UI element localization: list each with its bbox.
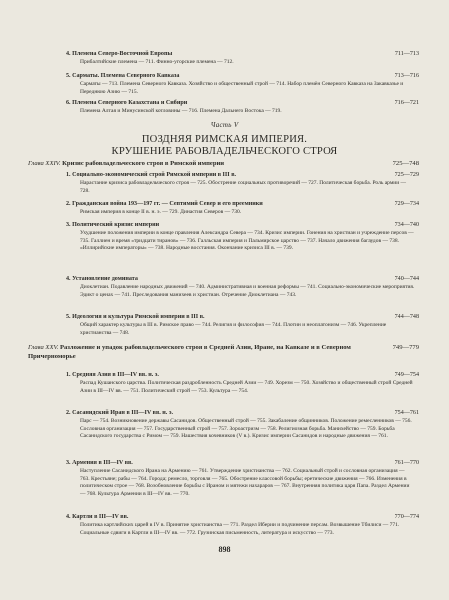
page-range: 749—779 — [392, 344, 419, 351]
section-summary: Ухудшение положения империи в конце правления Александра Севера — 734. Кризис империи. Гонения на христиан и учреждение персов — 735. Галлиен и время «тридцати тиранов» — 736. Галльская империя и Пальмирское царство — 737. Начало движения багаудов — 738. «Иллирийские императоры» — 738. Народные восстания. Окончание кризиса III в. — 739. — [80, 230, 414, 252]
chapter-label: Глава XXV. — [28, 344, 59, 351]
page-range: 716—721 — [394, 100, 419, 106]
section-title: 6. Племена Северного Казахстана и Сибири 716—721 — [66, 100, 419, 106]
section-summary: Племена Алтая и Минусинской котловины — 716. Племена Дальнего Востока — 719. — [80, 108, 282, 114]
page-number: 898 — [218, 545, 231, 554]
page-range: 711—713 — [394, 51, 419, 57]
section-summary: Общий характер культуры в III в. Римское право — 744. Религия и философия — 744. Плотин и неоплатонизм — 746. Укрепление христианства — 748. — [80, 322, 387, 336]
page-range: 754—761 — [394, 410, 419, 416]
section-title: 4. Племена Северо-Восточной Европы 711—713 — [66, 51, 419, 57]
page-range: 734—740 — [394, 222, 419, 228]
section-summary: Политика картлийских царей в IV в. Принятие христианства — 771. Раздел Иберии и подчинение персам. Возвышение Тбилиси — 771. Социальные сдвиги в Картли в III—IV вв. — 772. Грузинская письменность, литература и искусство — 773. — [80, 522, 400, 536]
section-summary: Распад Кушанского царства. Политическая раздробленность Средней Азии — 749. Хорезм — 750. Хозяйство и общественный строй Средней Азии в III—IV вв. — 751. Политический строй — 753. Культура — 754. — [80, 380, 413, 394]
section-title: 2. Сасанидский Иран в III—IV вв. н. э. 754—761 — [66, 410, 419, 416]
chapter-label: Глава XXIV. — [28, 160, 61, 167]
part-title-line: ПОЗДНЯЯ РИМСКАЯ ИМПЕРИЯ. — [141, 134, 308, 145]
page-range: 761—770 — [394, 460, 419, 466]
page-range: 725—729 — [394, 172, 419, 178]
chapter-title: Разложение и упадок рабовладельческого строя в Средней Азии, Иране, на Кавказе и в Северном Причерноморье — [28, 344, 351, 360]
part-label: Часть V — [210, 121, 239, 129]
section-summary: Сарматы — 713. Племена Северного Кавказа. Хозяйство и общественный строй — 714. Набор племён Северного Кавказа на Закавказье и Переднюю Азию — 715. — [80, 81, 404, 95]
section-summary: Наступление Сасанидского Ирана на Армению — 761. Утверждение христианства — 762. Социальный строй и сословная организация — 763. Крестьяне; рабы — 764. Города; ремесло, торговля — 765. Обострение классовой борьбы; еретические движения — 766. Изменения в политическом строе — 768. Возобновление борьбы с Ираном и мятежи нахараров — 767. Внутренняя политика царя Папа. Раздел Армении — 768. Культура Армении в III—IV вв. — 770. — [80, 468, 410, 497]
section-summary: Диоклетиан. Подавление народных движений — 740. Административная и военная реформы — 741. Социально-экономические мероприятия. Эдикт о ценах — 741. Преследования манихеев и христиан. Отречение Диоклетиана — 743. — [80, 284, 415, 298]
section-title: 3. Армения в III—IV вв. 761—770 — [66, 460, 419, 466]
page-range: 713—716 — [394, 73, 419, 79]
page-range: 744—748 — [394, 314, 419, 320]
section-title: 1. Социально-экономический строй Римской империи в III в. 725—729 — [66, 172, 419, 178]
section-title: 3. Политический кризис империи 734—740 — [66, 222, 419, 228]
section-title: 5. Идеология и культура Римской империи в III в. 744—748 — [66, 314, 419, 320]
section-title: 5. Сарматы. Племена Северного Кавказа 713—716 — [66, 73, 419, 79]
section-summary: Римская империя в конце II в. н. э. — 729. Династия Северов — 730. — [80, 209, 242, 215]
chapter-title: Кризис рабовладельческого строя в Римской империи — [62, 160, 225, 167]
section-summary: Нарастание кризиса рабовладельческого строя — 725. Обострение социальных противоречий — 727. Политическая борьба. Роль армии — 728. — [80, 180, 407, 194]
section-title: 2. Гражданская война 193—197 гг. — Септимий Север и его преемники 729—734 — [66, 201, 419, 207]
part-title — [60, 134, 389, 158]
page-range: 749—754 — [394, 372, 419, 378]
section-title: 4. Установление домината 740—744 — [66, 276, 419, 282]
page-range: 729—734 — [394, 201, 419, 207]
chapter-heading — [28, 343, 419, 361]
part-title-line: КРУШЕНИЕ РАБОВЛАДЕЛЬЧЕСКОГО СТРОЯ — [111, 146, 338, 157]
page-range: 725—748 — [392, 160, 419, 167]
section-title: 1. Средняя Азия в III—IV вв. н. э. 749—754 — [66, 372, 419, 378]
section-summary: Прибалтийские племена — 711. Финно-угорские племена — 712. — [80, 59, 234, 65]
page-range: 740—744 — [394, 276, 419, 282]
section-title: 4. Картли в III—IV вв. 770—774 — [66, 514, 419, 520]
section-summary: Парс — 754. Возникновение державы Сасанидов. Общественный строй — 755. Закабаление общинников. Положение ремесленников — 756. Сословная организация — 757. Государственный строй — 757. Зороастризм — 758. Религиозная борьба. Манихейство — 759. Борьба Сасанидского государства с Римом — 759. Нашествия кочевников (V в.). Кризис империи Сасанидов и народные движения — 761. — [80, 418, 412, 440]
chapter-heading — [28, 159, 419, 168]
page-range: 770—774 — [394, 514, 419, 520]
